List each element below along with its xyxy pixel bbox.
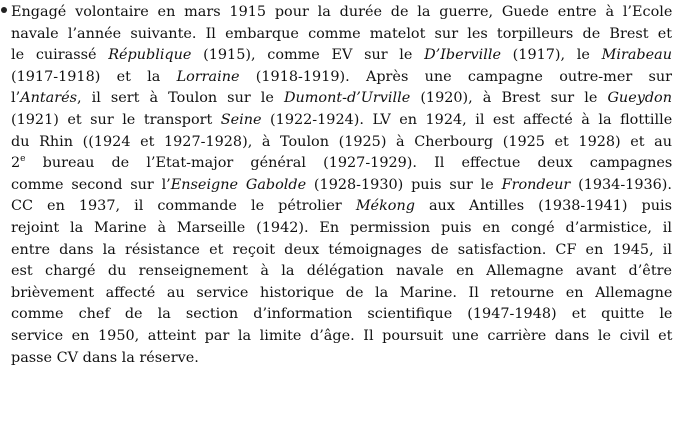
- text-line: CC en 1937, il commande le pétrolier Mékong aux Antilles (1938-1941) puis: [11, 198, 672, 215]
- text-line: du Rhin ((1924 et 1927-1928), à Toulon (1925) à Cherbourg (1925 et 1928) et au: [11, 133, 672, 150]
- text-line: passe CV dans la réserve.: [11, 349, 199, 366]
- ship-name: Lorraine: [176, 68, 240, 85]
- text-line: comme chef de la section d’information scientifique (1947-1948) et quitte le: [11, 306, 673, 323]
- ship-name: Seine: [220, 111, 262, 128]
- text-line: (1917-1918) et la Lorraine (1918-1919). Après une campagne outre-mer sur: [11, 68, 672, 85]
- ordinal-superscript: e: [20, 154, 26, 165]
- ship-name: Enseigne Gabolde: [170, 176, 307, 193]
- ship-name: Dumont-d’Urville: [283, 90, 411, 107]
- text-line: 2e bureau de l’Etat-major général (1927-1929). Il effectue deux campagnes: [11, 154, 673, 172]
- ship-name: République: [108, 47, 192, 64]
- text-line: service en 1950, atteint par la limite d’âge. Il poursuit une carrière dans le civil et: [11, 327, 673, 344]
- bullet-point: [1, 7, 7, 13]
- text-line: est chargé du renseignement à la délégation navale en Allemagne avant d’être: [11, 263, 672, 280]
- biography-paragraph: [11, 2, 672, 369]
- text-line: Engagé volontaire en mars 1915 pour la durée de la guerre, Guede entre à l’Ecole: [11, 4, 673, 20]
- text-line: (1921) et sur le transport Seine (1922-1924). LV en 1924, il est affecté à la flottille: [11, 111, 673, 128]
- text-line: le cuirassé République (1915), comme EV sur le D’Iberville (1917), le Mirabeau: [11, 47, 672, 64]
- ship-name: Frondeur: [501, 176, 571, 193]
- ship-name: Mirabeau: [601, 47, 672, 64]
- text-line: navale l’année suivante. Il embarque comme matelot sur les torpilleurs de Brest et: [11, 25, 672, 42]
- text-line: entre dans la résistance et reçoit deux témoignages de satisfaction. CF en 1945, il: [11, 241, 672, 258]
- ship-name: Antarés: [20, 90, 77, 107]
- text-line: l’Antarés, il sert à Toulon sur le Dumont-d’Urville (1920), à Brest sur le Gueydon: [11, 90, 672, 107]
- ship-name: D’Iberville: [424, 47, 501, 64]
- ship-name: Gueydon: [607, 90, 672, 107]
- ship-name: Mékong: [355, 198, 415, 215]
- text-line: rejoint la Marine à Marseille (1942). En permission puis en congé d’armistice, il: [11, 219, 672, 236]
- text-line: comme second sur l’Enseigne Gabolde (1928-1930) puis sur le Frondeur (1934-1936).: [11, 176, 672, 193]
- text-line: brièvement affecté au service historique de la Marine. Il retourne en Allemagne: [11, 284, 673, 301]
